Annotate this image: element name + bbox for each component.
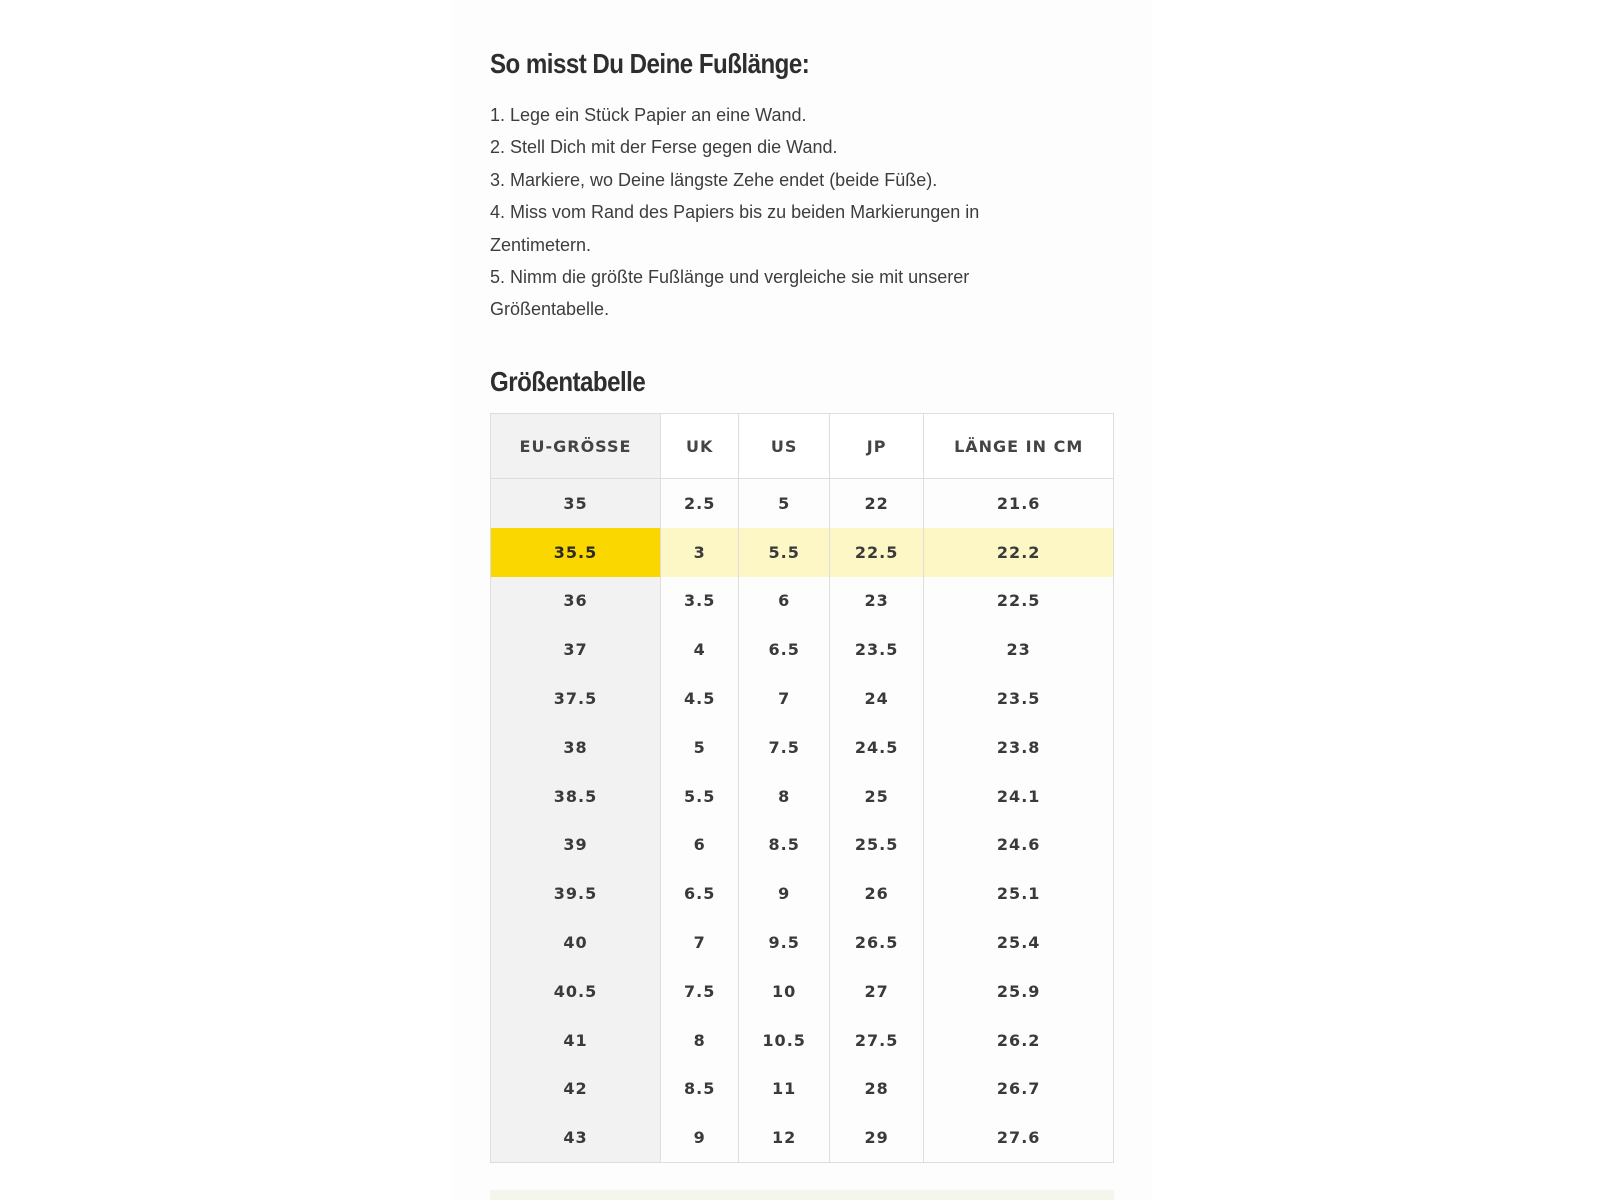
cell-eu-size: 35.5 <box>491 528 661 577</box>
bottom-edge-strip <box>490 1190 1114 1200</box>
cell-length-cm: 25.9 <box>924 967 1114 1016</box>
cell-jp-size: 22.5 <box>829 528 923 577</box>
cell-length-cm: 25.4 <box>924 918 1114 967</box>
size-table-row <box>491 869 1114 918</box>
cell-uk-size: 4.5 <box>660 674 738 723</box>
cell-jp-size: 23 <box>829 577 923 626</box>
measure-step: 1. Lege ein Stück Papier an eine Wand. <box>490 105 807 125</box>
measure-step: 5. Nimm die größte Fußlänge und vergleiche sie mit unserer Größentabelle. <box>490 267 970 320</box>
cell-us-size: 9 <box>739 869 829 918</box>
size-table-row <box>491 918 1114 967</box>
column-header-length-cm: LÄNGE IN CM <box>924 414 1114 479</box>
measure-step: 3. Markiere, wo Deine längste Zehe endet (beide Füße). <box>490 169 938 190</box>
measure-steps-list <box>490 99 1050 326</box>
cell-length-cm: 24.6 <box>924 821 1114 870</box>
cell-uk-size: 7.5 <box>660 967 738 1016</box>
size-table-row <box>491 674 1114 723</box>
cell-us-size: 10 <box>739 967 829 1016</box>
cell-length-cm: 26.7 <box>924 1065 1114 1114</box>
cell-length-cm: 27.6 <box>924 1113 1114 1162</box>
cell-jp-size: 23.5 <box>829 625 923 674</box>
cell-jp-size: 27.5 <box>829 1016 923 1065</box>
cell-us-size: 11 <box>739 1065 829 1114</box>
cell-length-cm: 21.6 <box>924 479 1114 528</box>
cell-jp-size: 26 <box>829 869 923 918</box>
cell-us-size: 8 <box>739 772 829 821</box>
size-table-row <box>491 1113 1114 1162</box>
cell-us-size: 12 <box>739 1113 829 1162</box>
cell-uk-size: 5.5 <box>660 772 738 821</box>
cell-eu-size: 37.5 <box>491 674 661 723</box>
size-table-row <box>491 821 1114 870</box>
cell-uk-size: 8.5 <box>660 1065 738 1114</box>
size-table-row <box>491 528 1114 577</box>
measure-step: 4. Miss vom Rand des Papiers bis zu beiden Markierungen in Zentimetern. <box>490 202 980 255</box>
cell-jp-size: 27 <box>829 967 923 1016</box>
cell-length-cm: 23 <box>924 625 1114 674</box>
cell-length-cm: 22.2 <box>924 528 1114 577</box>
cell-us-size: 9.5 <box>739 918 829 967</box>
cell-length-cm: 25.1 <box>924 869 1114 918</box>
size-table-row <box>491 967 1114 1016</box>
cell-us-size: 6 <box>739 577 829 626</box>
cell-uk-size: 6.5 <box>660 869 738 918</box>
cell-eu-size: 41 <box>491 1016 661 1065</box>
cell-jp-size: 24 <box>829 674 923 723</box>
cell-jp-size: 28 <box>829 1065 923 1114</box>
cell-eu-size: 39.5 <box>491 869 661 918</box>
cell-uk-size: 5 <box>660 723 738 772</box>
cell-eu-size: 35 <box>491 479 661 528</box>
cell-eu-size: 37 <box>491 625 661 674</box>
size-table-heading: Größentabelle <box>490 366 646 397</box>
column-header-us: US <box>739 414 829 479</box>
cell-eu-size: 39 <box>491 821 661 870</box>
cell-uk-size: 2.5 <box>660 479 738 528</box>
column-header-eu: EU-GRÖSSE <box>491 414 661 479</box>
cell-length-cm: 24.1 <box>924 772 1114 821</box>
cell-uk-size: 3.5 <box>660 577 738 626</box>
measure-heading-wrapper <box>490 48 861 80</box>
cell-jp-size: 29 <box>829 1113 923 1162</box>
cell-us-size: 5.5 <box>739 528 829 577</box>
cell-us-size: 6.5 <box>739 625 829 674</box>
cell-length-cm: 22.5 <box>924 577 1114 626</box>
cell-length-cm: 26.2 <box>924 1016 1114 1065</box>
cell-eu-size: 38.5 <box>491 772 661 821</box>
cell-us-size: 7.5 <box>739 723 829 772</box>
cell-jp-size: 24.5 <box>829 723 923 772</box>
size-table-heading-wrapper <box>490 366 670 398</box>
cell-us-size: 7 <box>739 674 829 723</box>
cell-uk-size: 4 <box>660 625 738 674</box>
measure-heading: So misst Du Deine Fußlänge: <box>490 48 810 79</box>
cell-eu-size: 43 <box>491 1113 661 1162</box>
cell-jp-size: 22 <box>829 479 923 528</box>
cell-uk-size: 8 <box>660 1016 738 1065</box>
cell-eu-size: 38 <box>491 723 661 772</box>
cell-uk-size: 9 <box>660 1113 738 1162</box>
cell-eu-size: 40.5 <box>491 967 661 1016</box>
size-table <box>490 413 1114 1163</box>
cell-us-size: 8.5 <box>739 821 829 870</box>
size-table-row <box>491 1016 1114 1065</box>
cell-jp-size: 25 <box>829 772 923 821</box>
measure-step: 2. Stell Dich mit der Ferse gegen die Wand. <box>490 137 838 158</box>
size-table-row <box>491 479 1114 528</box>
cell-length-cm: 23.5 <box>924 674 1114 723</box>
cell-jp-size: 26.5 <box>829 918 923 967</box>
column-header-jp: JP <box>829 414 923 479</box>
cell-uk-size: 7 <box>660 918 738 967</box>
column-header-uk: UK <box>660 414 738 479</box>
size-table-row <box>491 772 1114 821</box>
size-table-body <box>491 479 1114 1163</box>
cell-eu-size: 42 <box>491 1065 661 1114</box>
cell-eu-size: 36 <box>491 577 661 626</box>
cell-eu-size: 40 <box>491 918 661 967</box>
size-table-header-row <box>491 414 1114 479</box>
cell-uk-size: 3 <box>660 528 738 577</box>
cell-length-cm: 23.8 <box>924 723 1114 772</box>
cell-us-size: 5 <box>739 479 829 528</box>
cell-us-size: 10.5 <box>739 1016 829 1065</box>
size-table-row <box>491 577 1114 626</box>
size-table-row <box>491 625 1114 674</box>
size-table-row <box>491 723 1114 772</box>
cell-jp-size: 25.5 <box>829 821 923 870</box>
cell-uk-size: 6 <box>660 821 738 870</box>
size-table-row <box>491 1065 1114 1114</box>
